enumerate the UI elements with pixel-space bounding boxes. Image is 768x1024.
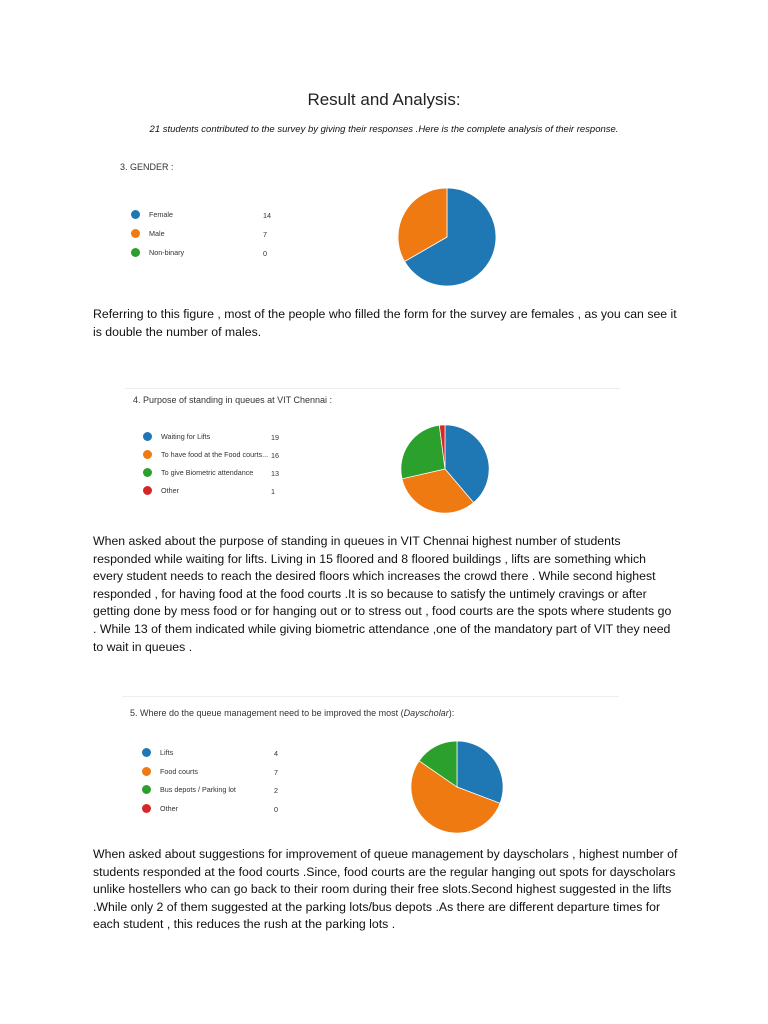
legend-swatch: [142, 767, 151, 776]
figure-gender: [100, 152, 518, 290]
pie-slice-to-give-biometric-attendance: [401, 425, 445, 479]
legend-swatch: [131, 210, 140, 219]
figure-heading: [130, 708, 454, 718]
divider: [125, 388, 620, 389]
legend-count: 0: [263, 249, 267, 258]
legend-label: Other: [160, 804, 178, 813]
legend-item-male: [131, 229, 165, 238]
legend-label: Female: [149, 210, 173, 219]
legend-count: 4: [274, 749, 278, 758]
legend-label: Food courts: [160, 767, 198, 776]
legend-count: 19: [271, 433, 279, 442]
legend-count: 7: [274, 768, 278, 777]
legend-count: 0: [274, 805, 278, 814]
legend-swatch: [142, 804, 151, 813]
heading-emphasis: Dayscholar: [403, 708, 449, 718]
legend-swatch: [143, 468, 152, 477]
intro-text: 21 students contributed to the survey by giving their responses .Here is the complete analysis of their response.: [149, 124, 619, 135]
legend-item-non-binary: [131, 248, 184, 257]
paragraph-dayscholar: When asked about suggestions for improvement of queue management by dayscholars , highest number of students responded at the food courts .Since, food courts are the regular hanging out spots for dayscholars unlike hostellers who can go back to their room during their free slots.Second highest suggested in the lifts .While only 2 of them suggested at the parking lots/bus depots .As there are different departure times for each student , this reduces the rush at the parking lots .: [93, 847, 678, 932]
legend-count: 1: [271, 487, 275, 496]
paragraph-purpose: When asked about the purpose of standing in queues in VIT Chennai highest number of students responded while waiting for lifts. Living in 15 floored and 8 floored buildings , lifts are something which every student needs to reach the desired floors which increases the crowd there . While second highest responded , for having food at the food courts .It is so because to satisfy the untimely cravings or after getting done by mess food or for hanging out or to stress out , food courts are the spots where students go . While 13 of them indicated while giving biometric attendance ,one of the mandatory part of VIT they need to wait in queues .: [93, 534, 672, 654]
paragraph-gender: Referring to this figure , most of the people who filled the form for the survey are females , as you can see it is double the number of males.: [93, 307, 677, 339]
pie-chart-dayscholar: [410, 740, 504, 834]
legend-item-biometric: [143, 468, 253, 477]
legend-label: To have food at the Food courts...: [161, 450, 269, 459]
legend-count: 14: [263, 211, 271, 220]
legend-swatch: [142, 748, 151, 757]
legend-label: To give Biometric attendance: [161, 468, 254, 477]
legend-count: 13: [271, 469, 279, 478]
legend-label: Other: [161, 486, 179, 495]
heading-text: 5. Where do the queue management need to be improved the most (: [130, 708, 404, 718]
legend-item-female: [131, 210, 173, 219]
figure-heading: 3. GENDER :: [120, 162, 174, 172]
legend-item-food-courts: [142, 767, 198, 776]
figure-heading: 4. Purpose of standing in queues at VIT Chennai :: [133, 395, 332, 405]
legend-label: Male: [149, 229, 165, 238]
heading-text-end: ):: [448, 708, 455, 718]
figure-dayscholar: [108, 698, 520, 828]
legend-swatch: [143, 486, 152, 495]
legend-swatch: [131, 229, 140, 238]
legend-label: Lifts: [160, 748, 174, 757]
legend-label: Waiting for Lifts: [161, 432, 211, 441]
legend-count: 7: [263, 230, 267, 239]
legend-item-food-courts: [143, 450, 268, 459]
legend-swatch: [142, 785, 151, 794]
legend-item-lifts: [142, 748, 173, 757]
legend-swatch: [131, 248, 140, 257]
page-title: Result and Analysis:: [307, 90, 461, 109]
figure-purpose: [97, 390, 517, 518]
legend-item-bus-depots: [142, 785, 236, 794]
divider: [122, 696, 619, 697]
legend-item-other: [143, 486, 179, 495]
legend-item-lifts: [143, 432, 210, 441]
legend-label: Non-binary: [149, 248, 185, 257]
legend-label: Bus depots / Parking lot: [160, 785, 236, 794]
legend-swatch: [143, 432, 152, 441]
legend-item-other: [142, 804, 178, 813]
legend-swatch: [143, 450, 152, 459]
pie-chart-purpose: [400, 424, 490, 514]
legend-count: 16: [271, 451, 279, 460]
pie-chart-gender: [397, 187, 497, 287]
legend-count: 2: [274, 786, 278, 795]
